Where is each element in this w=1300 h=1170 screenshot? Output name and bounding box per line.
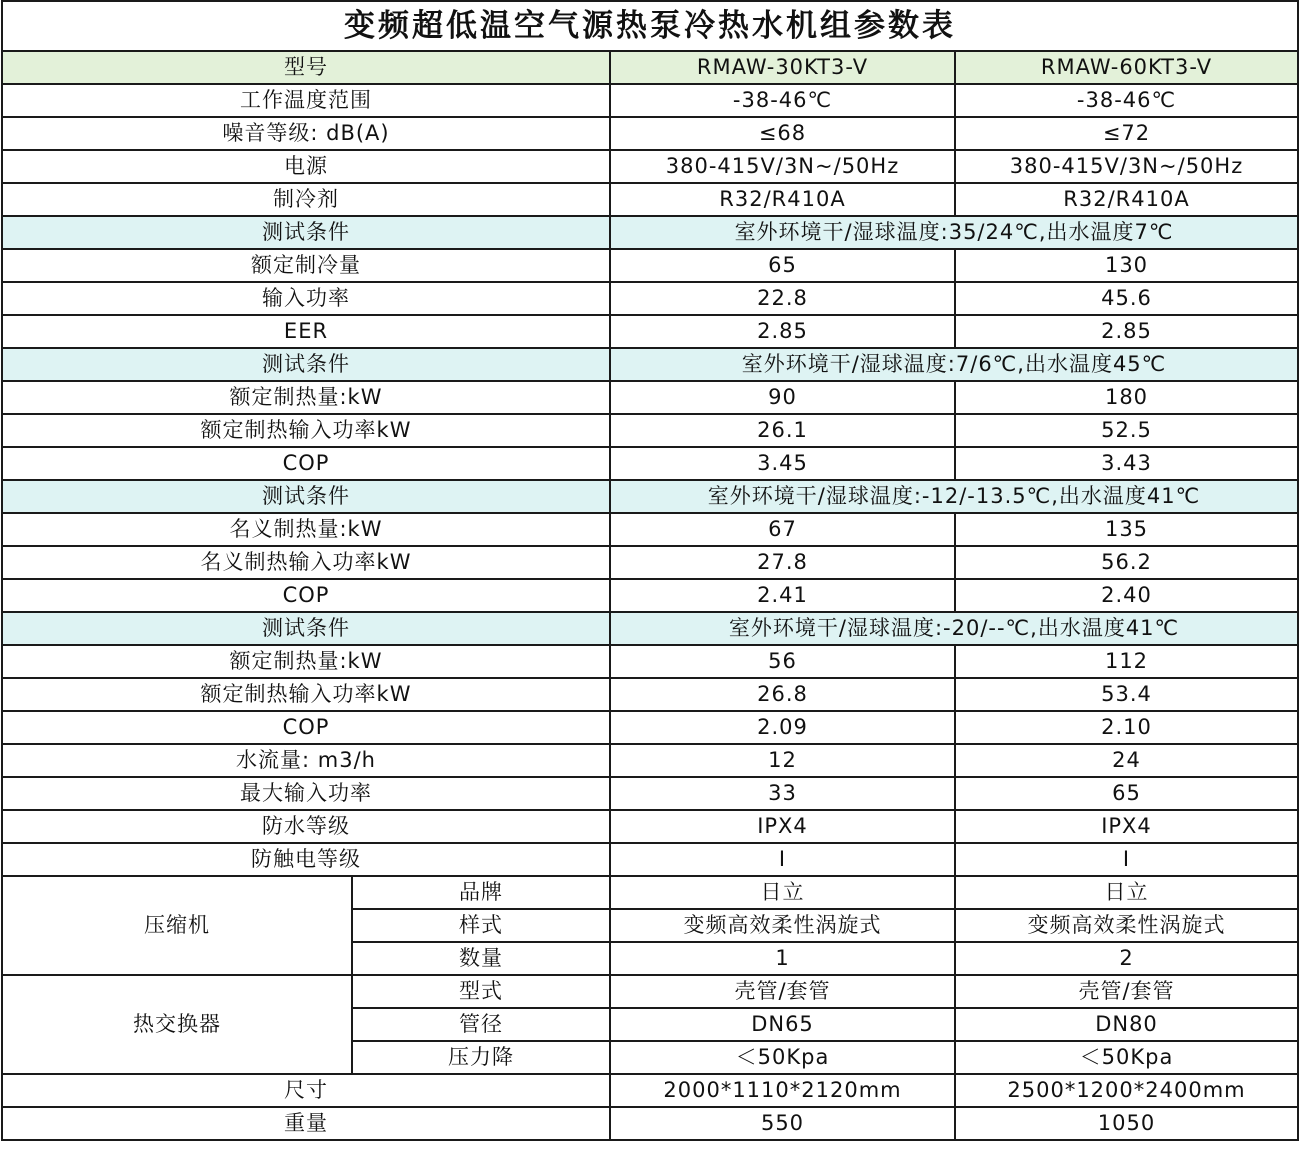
cell-value-a: R32/R410A (610, 183, 955, 216)
cell-value-b: DN80 (955, 1008, 1298, 1041)
row-label: 测试条件 (2, 612, 610, 645)
cell-value-b: 112 (955, 645, 1298, 678)
cell-value-a: 1 (610, 942, 955, 975)
row-label: EER (2, 315, 610, 348)
cell-value-a: 27.8 (610, 546, 955, 579)
row-label: 重量 (2, 1107, 610, 1140)
cell-value-b: 380-415V/3N~/50Hz (955, 150, 1298, 183)
cell-value-b: 56.2 (955, 546, 1298, 579)
row-label: 输入功率 (2, 282, 610, 315)
cell-value-a: -38-46℃ (610, 84, 955, 117)
row-label: 额定制热输入功率kW (2, 414, 610, 447)
exchanger-group-label: 热交换器 (2, 975, 352, 1074)
row-label: 名义制热量:kW (2, 513, 610, 546)
table-row (2, 1107, 1298, 1140)
condition-value: 室外环境干/湿球温度:35/24℃,出水温度7℃ (610, 216, 1298, 249)
cell-value-b: 135 (955, 513, 1298, 546)
row-label: 防触电等级 (2, 843, 610, 876)
table-row (2, 381, 1298, 414)
test-condition-row (2, 480, 1298, 513)
row-label: 测试条件 (2, 480, 610, 513)
cell-value-a: IPX4 (610, 810, 955, 843)
cell-value-b: 3.43 (955, 447, 1298, 480)
test-condition-row (2, 216, 1298, 249)
cell-value-b: IPX4 (955, 810, 1298, 843)
table-row (2, 975, 1298, 1008)
parameter-table (1, 0, 1299, 1141)
cell-value-b: -38-46℃ (955, 84, 1298, 117)
cell-value-a: 550 (610, 1107, 955, 1140)
table-row (2, 876, 1298, 909)
condition-value: 室外环境干/湿球温度:7/6℃,出水温度45℃ (610, 348, 1298, 381)
table-row (2, 645, 1298, 678)
sub-label: 品牌 (352, 876, 610, 909)
cell-value-a: 2.09 (610, 711, 955, 744)
row-label: 工作温度范围 (2, 84, 610, 117)
test-condition-row (2, 612, 1298, 645)
cell-value-b: 日立 (955, 876, 1298, 909)
row-label: COP (2, 711, 610, 744)
model-header-row (2, 51, 1298, 84)
cell-value-a: 33 (610, 777, 955, 810)
cell-value-b: 65 (955, 777, 1298, 810)
table-row (2, 183, 1298, 216)
row-label: 最大输入功率 (2, 777, 610, 810)
cell-value-b: R32/R410A (955, 183, 1298, 216)
cell-value-a: 90 (610, 381, 955, 414)
cell-value-a: 2.41 (610, 579, 955, 612)
cell-value-b: ＜50Kpa (955, 1041, 1298, 1074)
cell-value-a: 56 (610, 645, 955, 678)
cell-value-a: 65 (610, 249, 955, 282)
cell-value-b: 2.10 (955, 711, 1298, 744)
cell-value-b: 壳管/套管 (955, 975, 1298, 1008)
table-row (2, 546, 1298, 579)
table-row (2, 843, 1298, 876)
row-label: 噪音等级: dB(A) (2, 117, 610, 150)
cell-value-a: 67 (610, 513, 955, 546)
cell-value-a: 26.8 (610, 678, 955, 711)
row-label: COP (2, 447, 610, 480)
condition-value: 室外环境干/湿球温度:-20/--℃,出水温度41℃ (610, 612, 1298, 645)
cell-value-a: I (610, 843, 955, 876)
row-label: 制冷剂 (2, 183, 610, 216)
row-label: 防水等级 (2, 810, 610, 843)
table-row (2, 315, 1298, 348)
cell-value-b: 变频高效柔性涡旋式 (955, 909, 1298, 942)
condition-value: 室外环境干/湿球温度:-12/-13.5℃,出水温度41℃ (610, 480, 1298, 513)
cell-value-a: 壳管/套管 (610, 975, 955, 1008)
cell-value-b: 2.85 (955, 315, 1298, 348)
test-condition-row (2, 348, 1298, 381)
row-label: 水流量: m3/h (2, 744, 610, 777)
cell-value-a: 3.45 (610, 447, 955, 480)
cell-value-b: 2.40 (955, 579, 1298, 612)
table-row (2, 282, 1298, 315)
row-label: COP (2, 579, 610, 612)
cell-value-a: 2000*1110*2120mm (610, 1074, 955, 1107)
cell-value-b: 53.4 (955, 678, 1298, 711)
table-row (2, 1074, 1298, 1107)
cell-value-b: 1050 (955, 1107, 1298, 1140)
cell-value-b: 2 (955, 942, 1298, 975)
table-row (2, 117, 1298, 150)
table-row (2, 414, 1298, 447)
cell-value-a: DN65 (610, 1008, 955, 1041)
compressor-group-label: 压缩机 (2, 876, 352, 975)
cell-value-a: 26.1 (610, 414, 955, 447)
table-row (2, 678, 1298, 711)
cell-value-b: 2500*1200*2400mm (955, 1074, 1298, 1107)
cell-value-b: 130 (955, 249, 1298, 282)
cell-value-b: I (955, 843, 1298, 876)
cell-value-a: ＜50Kpa (610, 1041, 955, 1074)
row-label: 额定制热输入功率kW (2, 678, 610, 711)
model-a: RMAW-30KT3-V (610, 51, 955, 84)
cell-value-b: ≤72 (955, 117, 1298, 150)
model-b: RMAW-60KT3-V (955, 51, 1298, 84)
cell-value-b: 24 (955, 744, 1298, 777)
table-row (2, 84, 1298, 117)
table-row (2, 810, 1298, 843)
spec-sheet (1, 0, 1297, 1141)
row-label: 尺寸 (2, 1074, 610, 1107)
cell-value-a: 变频高效柔性涡旋式 (610, 909, 955, 942)
cell-value-a: 12 (610, 744, 955, 777)
cell-value-b: 180 (955, 381, 1298, 414)
cell-value-a: 380-415V/3N~/50Hz (610, 150, 955, 183)
cell-value-a: 22.8 (610, 282, 955, 315)
row-label: 电源 (2, 150, 610, 183)
cell-value-a: 2.85 (610, 315, 955, 348)
row-label: 名义制热输入功率kW (2, 546, 610, 579)
row-label: 测试条件 (2, 348, 610, 381)
table-row (2, 711, 1298, 744)
table-row (2, 777, 1298, 810)
row-label: 额定制冷量 (2, 249, 610, 282)
sub-label: 数量 (352, 942, 610, 975)
table-row (2, 249, 1298, 282)
title-row (2, 1, 1298, 51)
table-row (2, 150, 1298, 183)
row-label: 测试条件 (2, 216, 610, 249)
model-label: 型号 (2, 51, 610, 84)
sub-label: 管径 (352, 1008, 610, 1041)
table-row (2, 513, 1298, 546)
table-title: 变频超低温空气源热泵冷热水机组参数表 (2, 1, 1298, 51)
sub-label: 型式 (352, 975, 610, 1008)
cell-value-b: 45.6 (955, 282, 1298, 315)
cell-value-a: ≤68 (610, 117, 955, 150)
sub-label: 压力降 (352, 1041, 610, 1074)
cell-value-b: 52.5 (955, 414, 1298, 447)
table-row (2, 447, 1298, 480)
row-label: 额定制热量:kW (2, 645, 610, 678)
table-row (2, 579, 1298, 612)
cell-value-a: 日立 (610, 876, 955, 909)
row-label: 额定制热量:kW (2, 381, 610, 414)
sub-label: 样式 (352, 909, 610, 942)
table-row (2, 744, 1298, 777)
